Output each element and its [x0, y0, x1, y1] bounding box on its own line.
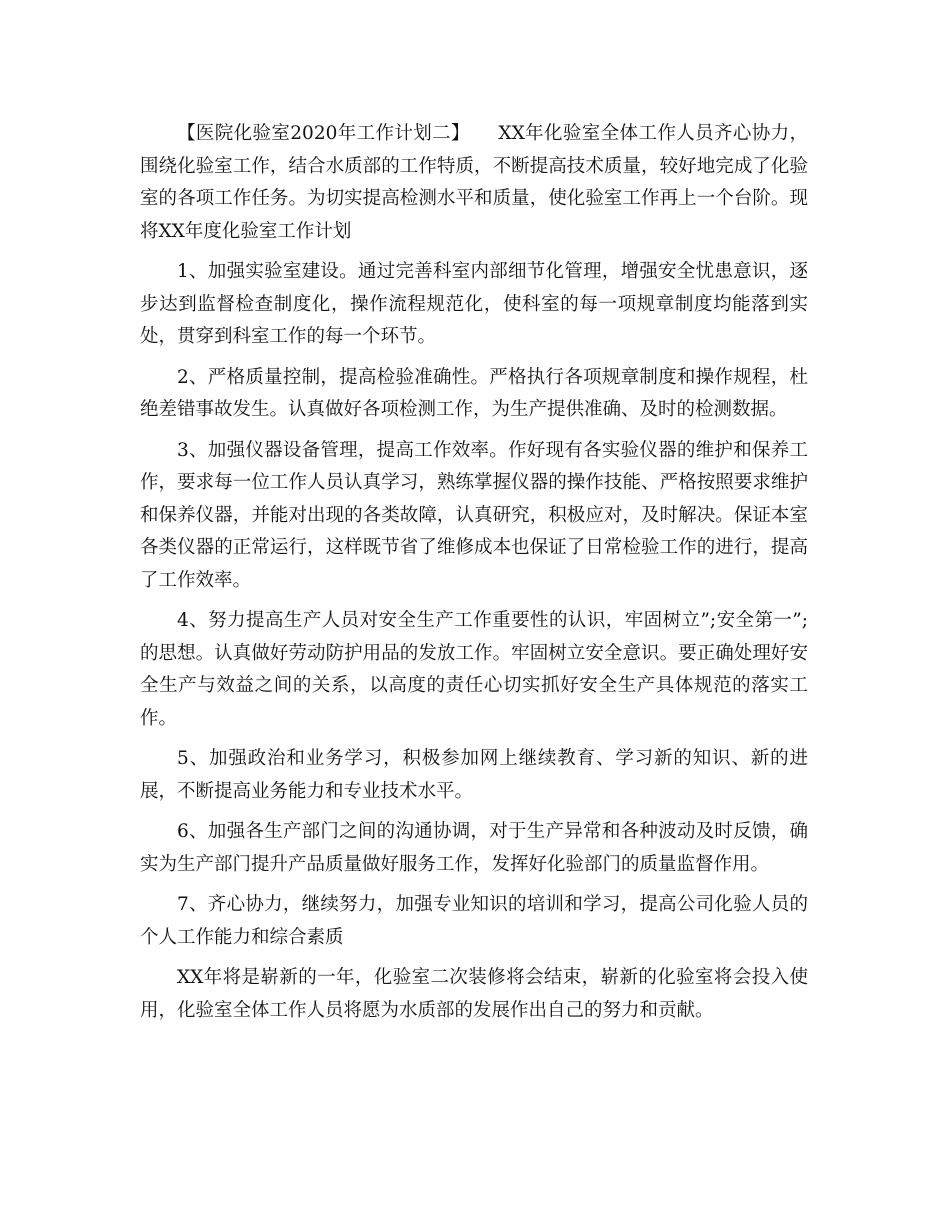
document-body [140, 118, 808, 1027]
paragraph-item-6: 6、加强各生产部门之间的沟通协调，对于生产异常和各种波动及时反馈，确实为生产部门提升产品质量做好服务工作，发挥好化验部门的质量监督作用。 [140, 821, 808, 875]
paragraph-item-1: 1、加强实验室建设。通过完善科室内部细节化管理，增强安全忧患意识，逐步达到监督检查制度化，操作流程规范化，使科室的每一项规章制度均能落到实处，贯穿到科室工作的每一个环节。 [140, 261, 808, 347]
paragraph-item-7: 7、齐心协力，继续努力，加强专业知识的培训和学习，提高公司化验人员的个人工作能力和综合素质 [140, 894, 808, 948]
paragraph-item-4: 4、努力提高生产人员对安全生产工作重要性的认识，牢固树立”;安全第一”;的思想。认真做好劳动防护用品的发放工作。牢固树立安全意识。要正确处理好安全生产与效益之间的关系，以高度的责任心切实抓好安全生产具体规范的落实工作。 [140, 610, 808, 729]
paragraph-item-5: 5、加强政治和业务学习，积极参加网上继续教育、学习新的知识、新的进展，不断提高业务能力和专业技术水平。 [140, 748, 808, 802]
paragraph-item-3: 3、加强仪器设备管理，提高工作效率。作好现有各实验仪器的维护和保养工作，要求每一位工作人员认真学习，熟练掌握仪器的操作技能、严格按照要求维护和保养仪器，并能对出现的各类故障，认真研究，积极应对，及时解决。保证本室各类仪器的正常运行，这样既节省了维修成本也保证了日常检验工作的进行，提高了工作效率。 [140, 439, 808, 591]
paragraph-item-2: 2、严格质量控制，提高检验准确性。严格执行各项规章制度和操作规程，杜绝差错事故发生。认真做好各项检测工作，为生产提供准确、及时的检测数据。 [140, 366, 808, 420]
paragraph-intro: 【医院化验室2020年工作计划二】 XX年化验室全体工作人员齐心协力，围绕化验室工作，结合水质部的工作特质，不断提高技术质量，较好地完成了化验室的各项工作任务。为切实提高检测水平和质量，使化验室工作再上一个台阶。现将XX年度化验室工作计划 [140, 123, 808, 242]
paragraph-conclusion: XX年将是崭新的一年，化验室二次装修将会结束，崭新的化验室将会投入使用，化验室全体工作人员将愿为水质部的发展作出自己的努力和贡献。 [140, 967, 808, 1021]
